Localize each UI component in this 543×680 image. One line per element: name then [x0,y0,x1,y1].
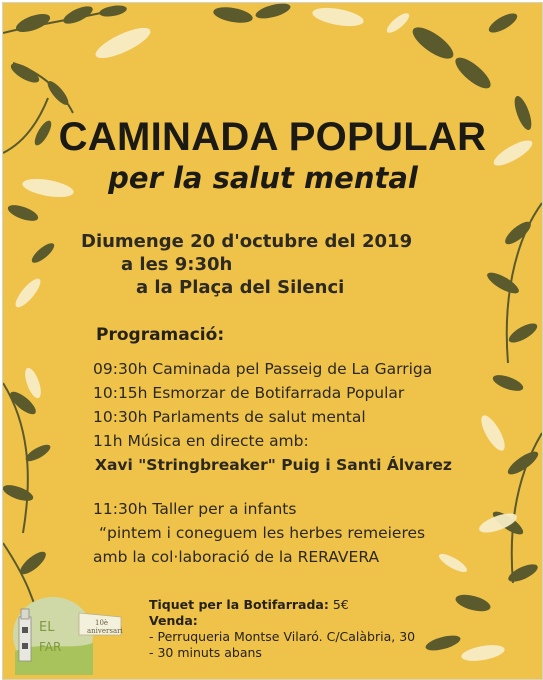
program-item: “pintem i coneguem les herbes remeieres [99,524,426,542]
program-item: 09:30h Caminada pel Passeig de La Garriga [93,360,433,378]
event-title: CAMINADA POPULAR [58,115,487,159]
logo-anniversary-word: aniversari [87,627,123,635]
program-item-performers: Xavi "Stringbreaker" Puig i Santi Álvarez [95,456,452,474]
logo-text-el: EL [39,620,55,635]
program-item: 10:15h Esmorzar de Botifarrada Popular [93,384,405,402]
ticket-info [149,597,415,661]
ticket-price: 5€ [332,597,349,612]
event-subtitle: per la salut mental [108,161,418,195]
event-time: a les 9:30h [121,254,233,275]
logo-anniversary-number: 10è [95,619,109,627]
program-heading: Programació: [96,325,225,345]
program-item: 11:30h Taller per a infants [93,500,297,518]
sale-label: Venda: [149,613,198,628]
event-poster [2,2,543,680]
el-far-logo [9,591,125,675]
program-item: 10:30h Parlaments de salut mental [93,408,366,426]
program-item: amb la col·laboració de la RERAVERA [93,548,380,566]
event-place: a la Plaça del Silenci [136,277,345,298]
foliage-decoration [3,3,542,679]
program-item: 11h Música en directe amb: [93,432,309,450]
ticket-label: Tiquet per la Botifarrada: [149,597,329,612]
event-date: Diumenge 20 d'octubre del 2019 [81,231,413,252]
sale-item: - 30 minuts abans [149,645,262,660]
sale-item: - Perruqueria Montse Vilaró. C/Calàbria, 30 [149,629,416,644]
logo-text-far: FAR [39,640,62,654]
